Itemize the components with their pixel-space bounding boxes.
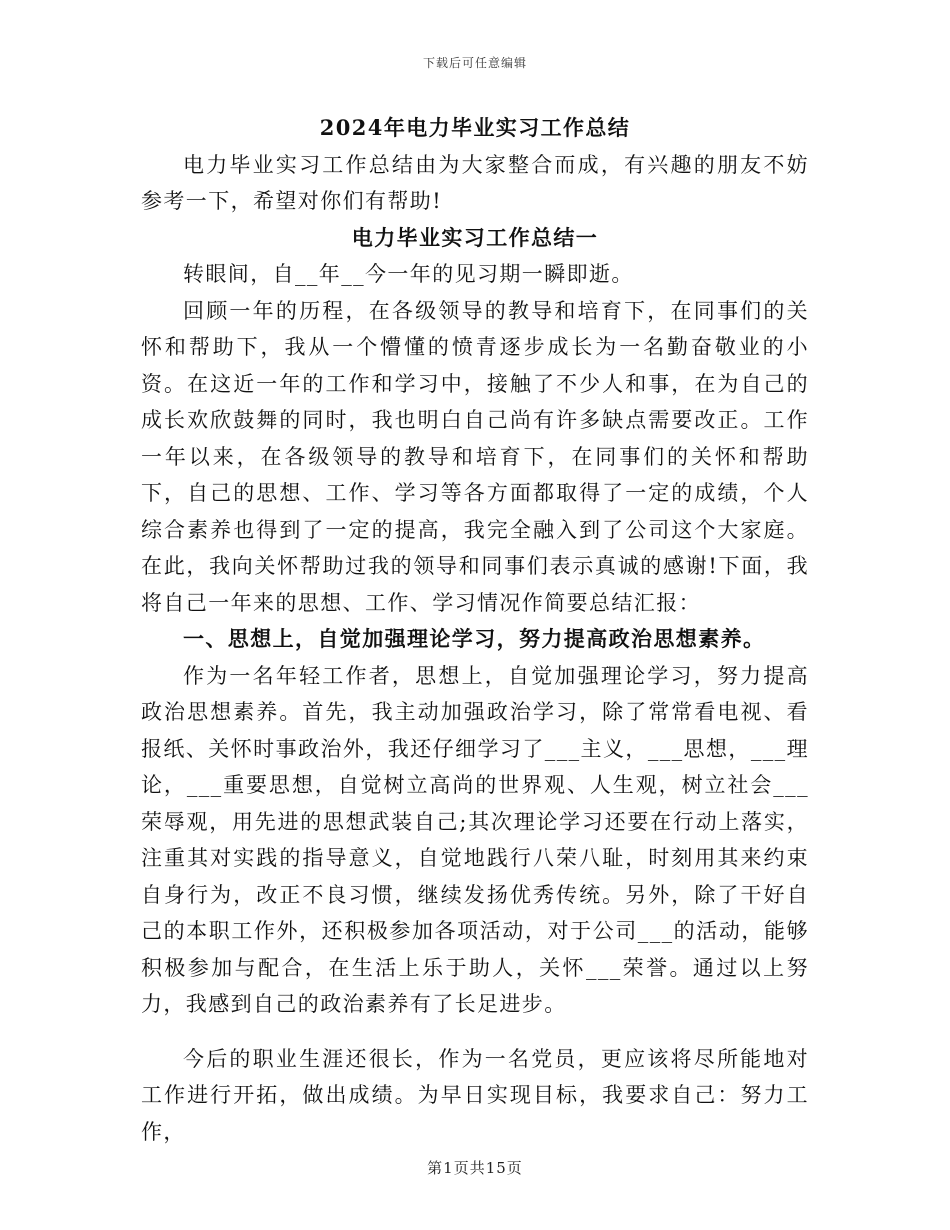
paragraph-gap (141, 1023, 809, 1041)
body-paragraph: 今后的职业生涯还很长，作为一名党员，更应该将尽所能地对工作进行开拓，做出成绩。为早日实现目标，我要求自己：努力工作， (141, 1046, 809, 1144)
body-paragraph: 回顾一年的历程，在各级领导的教导和培育下，在同事们的关怀和帮助下，我从一个懵懂的愤青逐步成长为一名勤奋敬业的小资。在这近一年的工作和学习中，接触了不少人和事，在为自己的成长欢欣鼓舞的同时，我也明白自己尚有许多缺点需要改正。工作一年以来，在各级领导的教导和培育下，在同事们的关怀和帮助下，自己的思想、工作、学习等各方面都取得了一定的成绩，个人综合素养也得到了一定的提高，我完全融入到了公司这个大家庭。在此，我向关怀帮助过我的领导和同事们表示真诚的感谢!下面，我将自己一年来的思想、工作、学习情况作简要总结汇报： (141, 298, 809, 615)
section-heading: 一、思想上，自觉加强理论学习，努力提高政治思想素养。 (183, 626, 766, 651)
intro-paragraph: 电力毕业实习工作总结由为大家整合而成，有兴趣的朋友不妨参考一下，希望对你们有帮助! (141, 152, 809, 213)
document-body (141, 110, 809, 1150)
page-indicator: 第1页共15页 (427, 1159, 523, 1177)
section-title: 电力毕业实习工作总结一 (351, 224, 599, 250)
body-paragraph: 转眼间，自__年__今一年的见习期一瞬即逝。 (183, 262, 634, 286)
header-note: 下载后可任意编辑 (422, 56, 527, 70)
body-paragraph: 作为一名年轻工作者，思想上，自觉加强理论学习，努力提高政治思想素养。首先，我主动加强政治学习，除了常常看电视、看报纸、关怀时事政治外，我还仔细学习了___主义，___思想，___理论，___重要思想，自觉树立高尚的世界观、人生观，树立社会___荣辱观，用先进的思想武装自己;其次理论学习还要在行动上落实，注重其对实践的指导意义，自觉地践行八荣八耻，时刻用其来约束自身行为，改正不良习惯，继续发扬优秀传统。另外，除了干好自己的本职工作外，还积极参加各项活动，对于公司___的活动，能够积极参加与配合，在生活上乐于助人，关怀___荣誉。通过以上努力，我感到自己的政治素养有了长足进步。 (141, 663, 809, 1016)
document-title: 2024年电力毕业实习工作总结 (319, 115, 631, 140)
